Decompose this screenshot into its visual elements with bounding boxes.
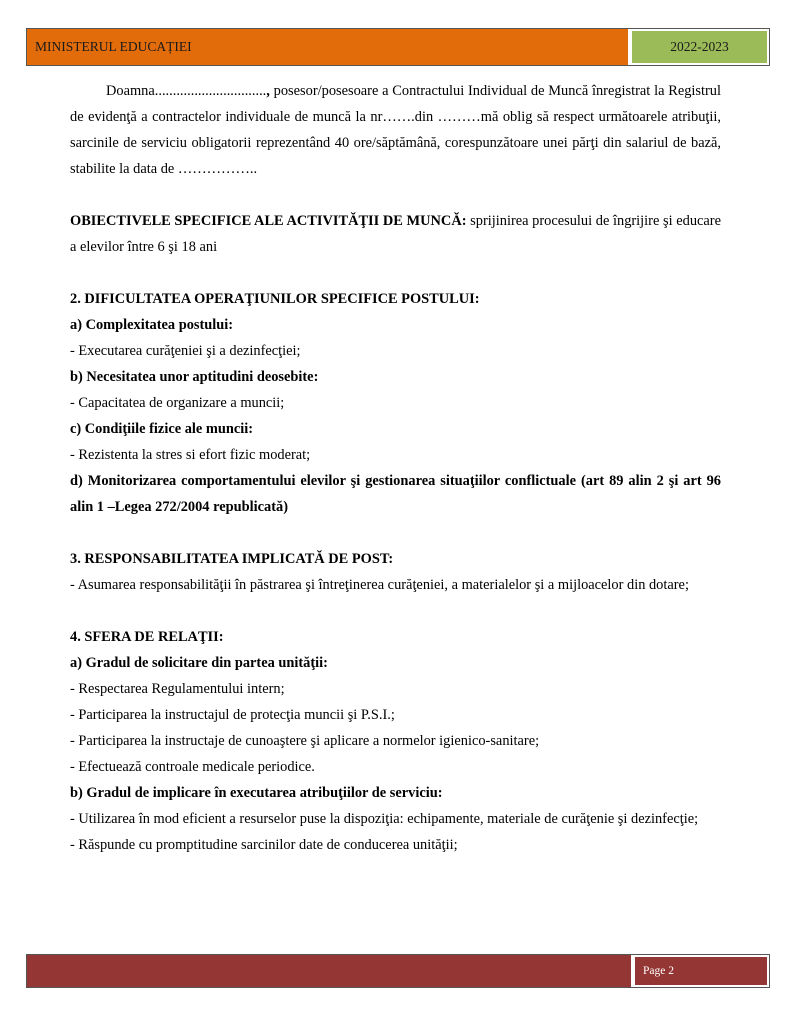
- intro-paragraph: [70, 78, 721, 182]
- header-year: 2022-2023: [630, 29, 769, 65]
- section-3-item: - Asumarea responsabilităţii în păstrarea şi întreţinerea curăţeniei, a materialelor şi a mijloacelor din dotare;: [70, 577, 689, 593]
- section-2d-title: d) Monitorizarea comportamentului elevilor şi gestionarea situaţiilor conflictuale (art 89 alin 2 şi art 96 alin 1 –Legea 272/2004 republicată): [70, 473, 721, 515]
- intro-comma: ,: [266, 83, 270, 99]
- page-header: [26, 28, 770, 66]
- list-item: - Participarea la instructaje de cunoaştere şi aplicare a normelor igienico-sanitare;: [70, 733, 540, 749]
- footer-bar: [27, 955, 633, 987]
- intro-lead: Doamna...............................: [106, 83, 267, 99]
- intro-rest: posesor/posesoare a Contractului Individual de Muncă înregistrat la Registrul de evidenţă a contractelor individuale de muncă la nr…….din ………mă oblig să respect următoarele atribuţii, sarcinile de serviciu obligatorii reprezentând 40 ore/săptămână, corespunzătoare unei părţi din salariul de bază, stabilite la data de ……………..: [70, 83, 721, 177]
- objectives-label: OBIECTIVELE SPECIFICE ALE ACTIVITĂŢII DE MUNCĂ:: [70, 213, 467, 229]
- list-item: - Răspunde cu promptitudine sarcinilor date de conducerea unităţii;: [70, 837, 458, 853]
- section-2b-title: b) Necesitatea unor aptitudini deosebite:: [70, 369, 319, 385]
- list-item: - Utilizarea în mod eficient a resurselor puse la dispoziţia: echipamente, materiale de curăţenie şi dezinfecţie;: [70, 811, 699, 827]
- section-4b-title: b) Gradul de implicare în executarea atribuţiilor de serviciu:: [70, 785, 443, 801]
- section-3-title: 3. RESPONSABILITATEA IMPLICATĂ DE POST:: [70, 551, 394, 567]
- document-body: [70, 78, 721, 858]
- section-2c-item: - Rezistenta la stres si efort fizic moderat;: [70, 447, 311, 463]
- header-title: MINISTERUL EDUCAȚIEI: [27, 29, 630, 65]
- section-4a-title: a) Gradul de solicitare din partea unităţii:: [70, 655, 328, 671]
- page-footer: [26, 954, 770, 988]
- list-item: - Efectuează controale medicale periodice.: [70, 759, 315, 775]
- list-item: - Participarea la instructajul de protecţia muncii şi P.S.I.;: [70, 707, 395, 723]
- section-2a-title: a) Complexitatea postului:: [70, 317, 234, 333]
- section-4-title: 4. SFERA DE RELAŢII:: [70, 629, 224, 645]
- list-item: - Respectarea Regulamentului intern;: [70, 681, 285, 697]
- section-2-title: 2. DIFICULTATEA OPERAŢIUNILOR SPECIFICE POSTULUI:: [70, 291, 480, 307]
- objectives-paragraph: [70, 208, 721, 260]
- section-2b-item: - Capacitatea de organizare a muncii;: [70, 395, 285, 411]
- section-2c-title: c) Condiţiile fizice ale muncii:: [70, 421, 254, 437]
- section-2a-item: - Executarea curăţeniei şi a dezinfecţiei;: [70, 343, 301, 359]
- page-number: Page 2: [633, 955, 769, 987]
- objectives-text: sprijinirea procesului de îngrijire şi educare a elevilor între 6 şi 18 ani: [70, 213, 721, 255]
